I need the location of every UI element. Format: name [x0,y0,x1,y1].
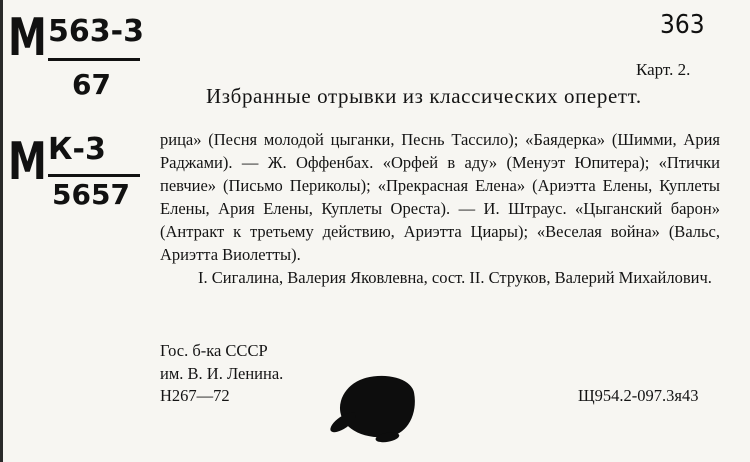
classification-code: Щ954.2-097.3я43 [578,386,699,405]
handwritten-letter-bottom: М [8,132,47,192]
contributors-paragraph: I. Сигалина, Валерия Яковлевна, сост. II. Струков, Валерий Михайлович. [198,268,712,287]
catalog-code: Н267—72 [160,386,230,405]
contents-paragraph: рица» (Песня молодой цыганки, Песнь Тассило); «Баядерка» (Шимми, Ария Раджами). — Ж. Оффенбах. «Орфей в аду» (Менуэт Юпитера); «Птички певчие» (Письмо Периколы); «Прекрасная Елена» (Ариэтта Елены, Куплеты Елены, Ария Елены, Куплеты Ореста). — И. Штраус. «Цыганский барон» (Антракт к третьему действию, Ариэтта Циары); «Веселая война» (Вальс, Ариэтта Виолетты). [160,130,720,264]
card-body [160,128,720,289]
handwritten-number-bottom: 5657 [52,178,130,211]
handwritten-fraction-line-top [48,58,140,61]
card-edge-line [0,0,3,462]
card-title: Избранные отрывки из классических оперетт. [206,84,642,108]
handwritten-code-bottom: К-3 [48,132,106,167]
handwritten-number-top: 67 [72,68,111,101]
card-number: Карт. 2. [636,60,691,79]
library-name-line2: им. В. И. Ленина. [160,364,284,383]
library-name-line1: Гос. б-ка СССР [160,341,268,360]
ink-blot [335,370,421,444]
handwritten-code-top: 563-3 [48,14,144,49]
handwritten-fraction-line-bottom [48,174,140,177]
handwritten-corner-number: 363 [660,10,705,40]
handwritten-letter-top: М [8,8,47,68]
